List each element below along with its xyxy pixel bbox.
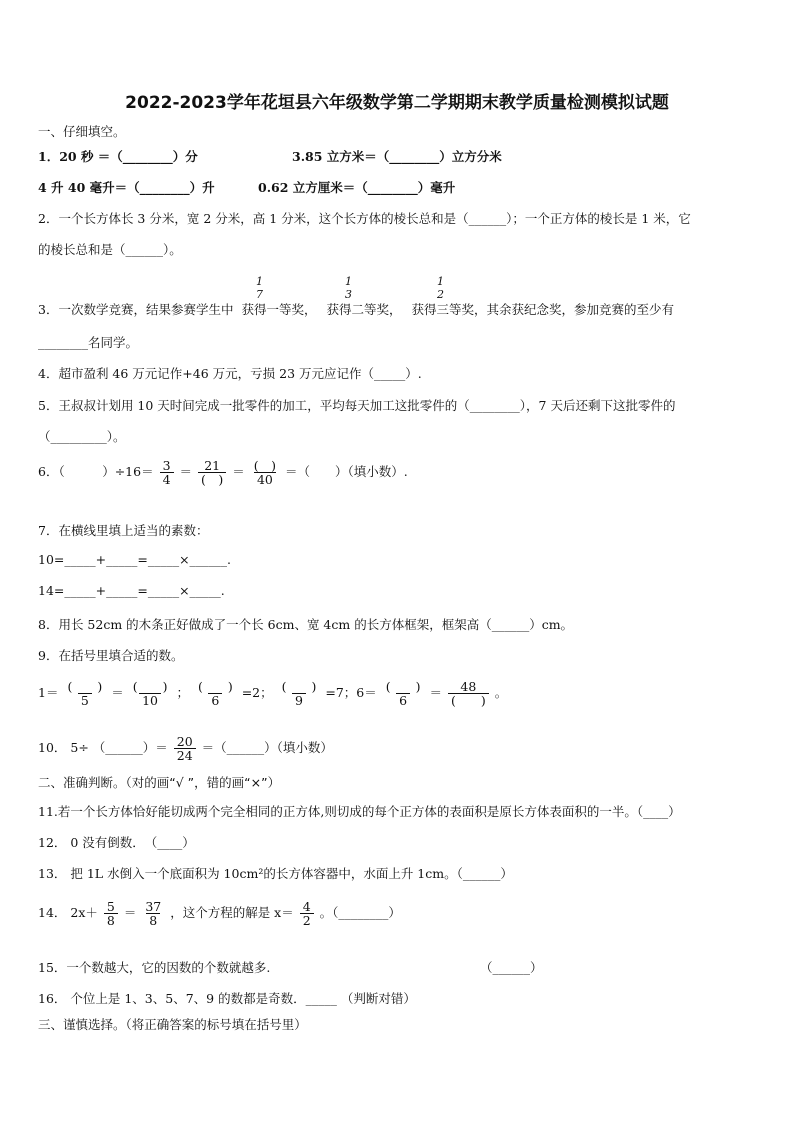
q5-line-2: （_________）。 (38, 429, 126, 444)
q13: 13． 把 1L 水倒入一个底面积为 10cm²的长方体容器中，水面上升 1cm。（______） (38, 866, 513, 881)
q16: 16． 个位上是 1、3、5、7、9 的数都是奇数．_____ （判断对错） (38, 991, 416, 1006)
q6-prefix: 6．（ ）÷16＝ (38, 464, 154, 480)
q9-end: 。 (494, 685, 508, 701)
q14-prefix: 14． 2x＋ (38, 905, 98, 921)
q9-a-den: 5 (78, 693, 92, 707)
q9-eq2: ＝ (429, 685, 442, 701)
q9-d-den: 9 (292, 693, 306, 707)
q9-line-2 (38, 680, 507, 707)
q6-equals: ＝ (179, 464, 193, 480)
q1-a: 1．20 秒 ＝（________）分 (38, 149, 198, 164)
q10-den: 24 (174, 748, 196, 762)
q9-f-num: 48 (460, 679, 477, 694)
q11: 11.若一个长方体恰好能切成两个完全相同的正方体,则切成的每个正方体的表面积是原长方体表面积的一半。（____） (38, 804, 681, 819)
q15-answer-blank: （______） (480, 960, 543, 975)
q9-fraction-d (279, 680, 320, 707)
section-1-heading: 一、仔细填空。 (38, 124, 126, 139)
q6-f1-den: 4 (160, 472, 174, 486)
q10-num: 20 (176, 734, 193, 749)
q6-f3-num: ( ) (253, 458, 277, 473)
q3-line-2: ________名同学。 (38, 335, 139, 350)
q9-sep: ； (176, 685, 189, 701)
q9-p1: 1＝ (38, 685, 59, 701)
q14-suffix: 。（________） (319, 905, 401, 921)
q7-line-1: 7．在横线里填上适当的素数： (38, 523, 209, 538)
q2-line-2: 的棱长总和是（______）。 (38, 242, 182, 257)
q3-fraction-1 (256, 275, 263, 301)
q9-a-num: ( ) (67, 679, 103, 694)
q14-f1-den: 8 (104, 913, 118, 927)
q9-fraction-b (130, 680, 171, 707)
q9-c-num: ( ) (197, 679, 233, 694)
q9-e-den: 6 (396, 693, 410, 707)
q6-fraction-2 (198, 459, 226, 486)
q1-b: 3.85 立方米＝（________）立方分米 (292, 149, 502, 164)
q3-f1-num: 1 (256, 275, 263, 288)
q3-f3-den: 2 (437, 288, 444, 301)
q9-eq1: ＝ (111, 685, 124, 701)
q14-equals: ＝ (123, 905, 137, 921)
q9-fraction-a (64, 680, 105, 707)
q3-f1-den: 7 (256, 288, 263, 301)
q9-c-den: 6 (208, 693, 222, 707)
q9-d-num: ( ) (281, 679, 317, 694)
q1-c: 4 升 40 毫升＝（________）升 (38, 180, 215, 195)
q10 (38, 735, 333, 762)
q14-fraction-1 (104, 900, 118, 927)
q3-line-1 (38, 300, 674, 318)
q2-line-1: 2．一个长方体长 3 分米，宽 2 分米，高 1 分米，这个长方体的棱长总和是（______）；一个正方体的棱长是 1 米，它 (38, 211, 691, 226)
q1-d: 0.62 立方厘米＝（________）毫升 (258, 180, 456, 195)
q3-mid-3: 获得三等奖，其余获纪念奖，参加竞赛的至少有 (411, 302, 675, 317)
q12: 12． 0 没有倒数． （____） (38, 835, 195, 850)
q14-f2-num: 37 (145, 899, 162, 914)
q6-fraction-3 (251, 459, 279, 486)
q9-e-num: ( ) (385, 679, 421, 694)
q14-mid: ，这个方程的解是 x＝ (170, 905, 294, 921)
q9-fraction-c (195, 680, 236, 707)
q10-suffix: ＝（______）（填小数） (201, 740, 333, 756)
q9-fraction-e (383, 680, 424, 707)
q7-line-3: 14=_____+_____=_____×_____. (38, 583, 225, 598)
q10-prefix: 10． 5÷ （______）＝ (38, 740, 168, 756)
q14-fraction-3 (300, 900, 314, 927)
q14-f1-num: 5 (106, 899, 115, 914)
q3-prefix: 3．一次数学竞赛，结果参赛学生中 (38, 302, 234, 317)
q7-line-2: 10=_____+_____=_____×______. (38, 552, 232, 567)
q3-f3-num: 1 (437, 275, 444, 288)
q8: 8．用长 52cm 的木条正好做成了一个长 6cm、宽 4cm 的长方体框架，框架高（______）cm。 (38, 617, 574, 632)
page-title: 2022-2023学年花垣县六年级数学第二学期期末教学质量检测模拟试题 (125, 93, 669, 113)
q6 (38, 459, 408, 486)
q6-f3-den: 40 (254, 472, 276, 486)
q9-b-num: ( ) (132, 679, 168, 694)
q14 (38, 900, 401, 927)
q3-fraction-2 (345, 275, 352, 301)
q14-fraction-2 (142, 900, 164, 927)
q14-f3-den: 2 (300, 913, 314, 927)
q9-b-den: 10 (139, 693, 161, 707)
q14-f3-num: 4 (302, 899, 311, 914)
q15: 15．一个数越大，它的因数的个数就越多. (38, 960, 271, 975)
q6-f1-num: 3 (162, 458, 171, 473)
q9-fraction-f (448, 680, 489, 707)
q6-fraction-1 (160, 459, 174, 486)
q10-fraction (174, 735, 196, 762)
q9-t2: =7；6＝ (325, 685, 377, 701)
q3-mid-1: 获得一等奖， (241, 302, 317, 317)
q3-f2-num: 1 (345, 275, 352, 288)
q6-f2-den: ( ) (198, 472, 226, 486)
q6-suffix: ＝（ ）（填小数）. (285, 464, 408, 480)
q5-line-1: 5．王叔叔计划用 10 天时间完成一批零件的加工，平均每天加工这批零件的（________），7 天后还剩下这批零件的 (38, 398, 676, 413)
q6-f2-num: 21 (204, 458, 221, 473)
q6-equals-2: ＝ (232, 464, 245, 480)
q4: 4．超市盈利 46 万元记作+46 万元，亏损 23 万元应记作（_____）. (38, 366, 422, 381)
q9-t1: =2； (241, 685, 273, 701)
q9-f-den: ( ) (448, 693, 489, 707)
q3-f2-den: 3 (345, 288, 352, 301)
section-3-heading: 三、谨慎选择。（将正确答案的标号填在括号里） (38, 1017, 307, 1032)
q14-f2-den: 8 (146, 913, 160, 927)
q3-fraction-3 (437, 275, 444, 301)
q9-line-1: 9．在括号里填合适的数。 (38, 648, 184, 663)
q3-mid-2: 获得二等奖， (326, 302, 402, 317)
section-2-heading: 二、准确判断。（对的画“√ ”，错的画“×”） (38, 775, 281, 790)
